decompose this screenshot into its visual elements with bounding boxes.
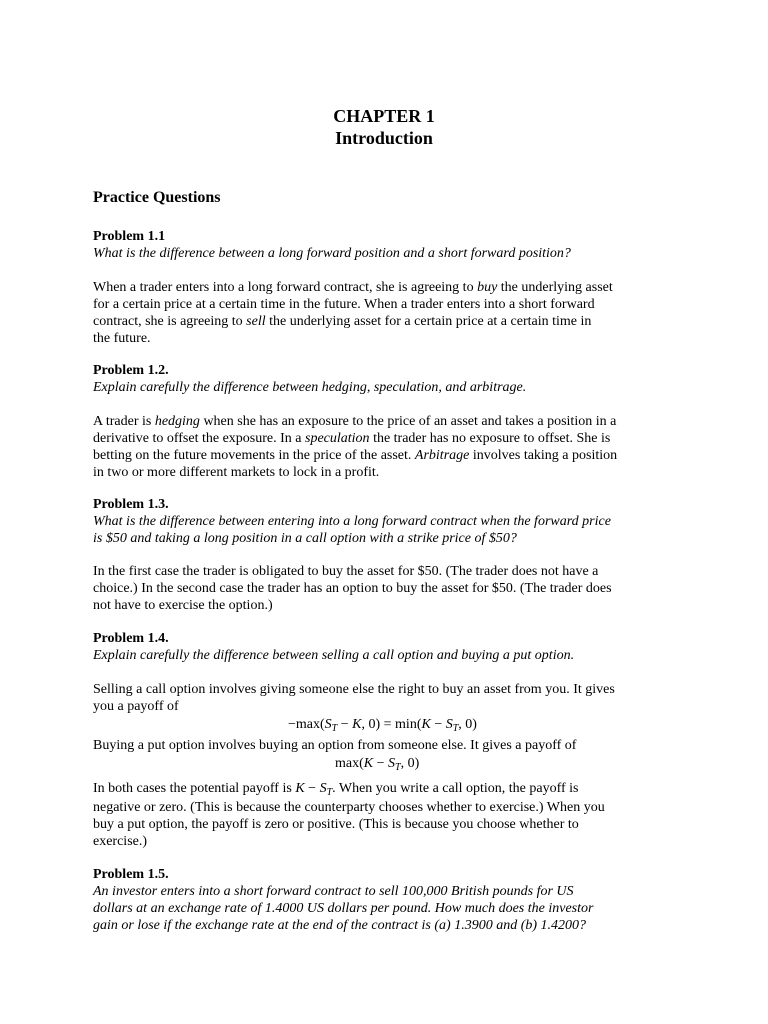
problem-1-4-answer-c — [93, 780, 683, 797]
answer-line: betting on the future movements in the price of the asset. Arbitrage involves taking a position — [93, 448, 618, 463]
answer-line: the future. — [93, 331, 151, 346]
problem-1-4-answer-d — [93, 799, 683, 850]
formula-text: $-\max(S_T - K$, $0) = \min(K - S_T$, 0) — [288, 717, 477, 734]
problem-1-4 — [93, 630, 683, 664]
answer-line: choice.) In the second case the trader has an option to buy the asset for $50. (The trader does — [93, 581, 612, 596]
problem-question: What is the difference between a long forward position and a short forward position? — [93, 246, 571, 261]
chapter-heading — [0, 105, 768, 149]
answer-line: A trader is hedging when she has an exposure to the price of an asset and takes a position in a — [93, 414, 617, 429]
problem-question-line: dollars at an exchange rate of 1.4000 US dollars per pound. How much does the investor — [93, 901, 594, 916]
problem-1-3-answer — [93, 563, 683, 614]
problem-heading: Problem 1.2. — [93, 363, 169, 378]
answer-line: in two or more different markets to lock in a profit. — [93, 465, 380, 480]
section-title: Practice Questions — [93, 189, 221, 206]
answer-line: negative or zero. (This is because the counterparty chooses whether to exercise.) When you — [93, 800, 605, 815]
answer-line: you a payoff of — [93, 699, 179, 714]
answer-line: Buying a put option involves buying an option from someone else. It gives a payoff of — [93, 738, 577, 753]
problem-heading: Problem 1.3. — [93, 497, 169, 512]
chapter-title: Introduction — [335, 128, 433, 148]
problem-1-2-answer — [93, 413, 683, 481]
problem-1-4-answer-a — [93, 681, 683, 715]
problem-question-line: What is the difference between entering into a long forward contract when the forward price — [93, 514, 611, 529]
problem-1-3 — [93, 496, 683, 547]
answer-line: Selling a call option involves giving someone else the right to buy an asset from you. It gives — [93, 682, 615, 697]
answer-line: When a trader enters into a long forward contract, she is agreeing to buy the underlying asset — [93, 280, 613, 295]
problem-1-2 — [93, 362, 683, 396]
answer-text: . When you write a call option, the payoff is — [332, 781, 579, 796]
problem-question: Explain carefully the difference between selling a call option and buying a put option. — [93, 648, 575, 663]
chapter-number: CHAPTER 1 — [333, 106, 435, 126]
answer-line: for a certain price at a certain time in the future. When a trader enters into a short forward — [93, 297, 595, 312]
emphasis: Arbitrage — [414, 448, 470, 463]
answer-line: exercise.) — [93, 834, 148, 849]
problem-question-line: An investor enters into a short forward contract to sell 100,000 British pounds for US — [93, 884, 574, 899]
answer-line: In the first case the trader is obligated to buy the asset for $50. (The trader does not have a — [93, 564, 599, 579]
problem-heading: Problem 1.4. — [93, 631, 169, 646]
payoff-formula-short-call — [288, 716, 477, 733]
payoff-inline-formula: $K - S_T$ — [295, 781, 333, 798]
problem-heading: Problem 1.1 — [93, 229, 166, 244]
answer-line: derivative to offset the exposure. In a speculation the trader has no exposure to offset. She is — [93, 431, 611, 446]
emphasis: hedging — [154, 414, 200, 429]
answer-line: contract, she is agreeing to sell the underlying asset for a certain price at a certain time in — [93, 314, 592, 329]
answer-line: buy a put option, the payoff is zero or positive. (This is because you choose whether to — [93, 817, 579, 832]
answer-line: not have to exercise the option.) — [93, 598, 273, 613]
formula-text: $\max(K - S_T$, 0) — [335, 756, 420, 773]
problem-1-1-answer — [93, 279, 683, 347]
emphasis: buy — [477, 280, 498, 295]
answer-line — [93, 780, 683, 797]
problem-question: Explain carefully the difference between hedging, speculation, and arbitrage. — [93, 380, 527, 395]
answer-text: In both cases the potential payoff is — [93, 781, 292, 796]
problem-question-line: gain or lose if the exchange rate at the end of the contract is (a) 1.3900 and (b) 1.4200? — [93, 918, 587, 933]
emphasis: sell — [246, 314, 266, 329]
problem-1-4-answer-b — [93, 737, 683, 754]
problem-question-line: is $50 and taking a long position in a call option with a strike price of $50? — [93, 531, 517, 546]
problem-1-5 — [93, 866, 683, 934]
emphasis: speculation — [305, 431, 370, 446]
payoff-formula-long-put — [335, 755, 419, 772]
problem-heading: Problem 1.5. — [93, 867, 169, 882]
problem-1-1 — [93, 228, 683, 262]
